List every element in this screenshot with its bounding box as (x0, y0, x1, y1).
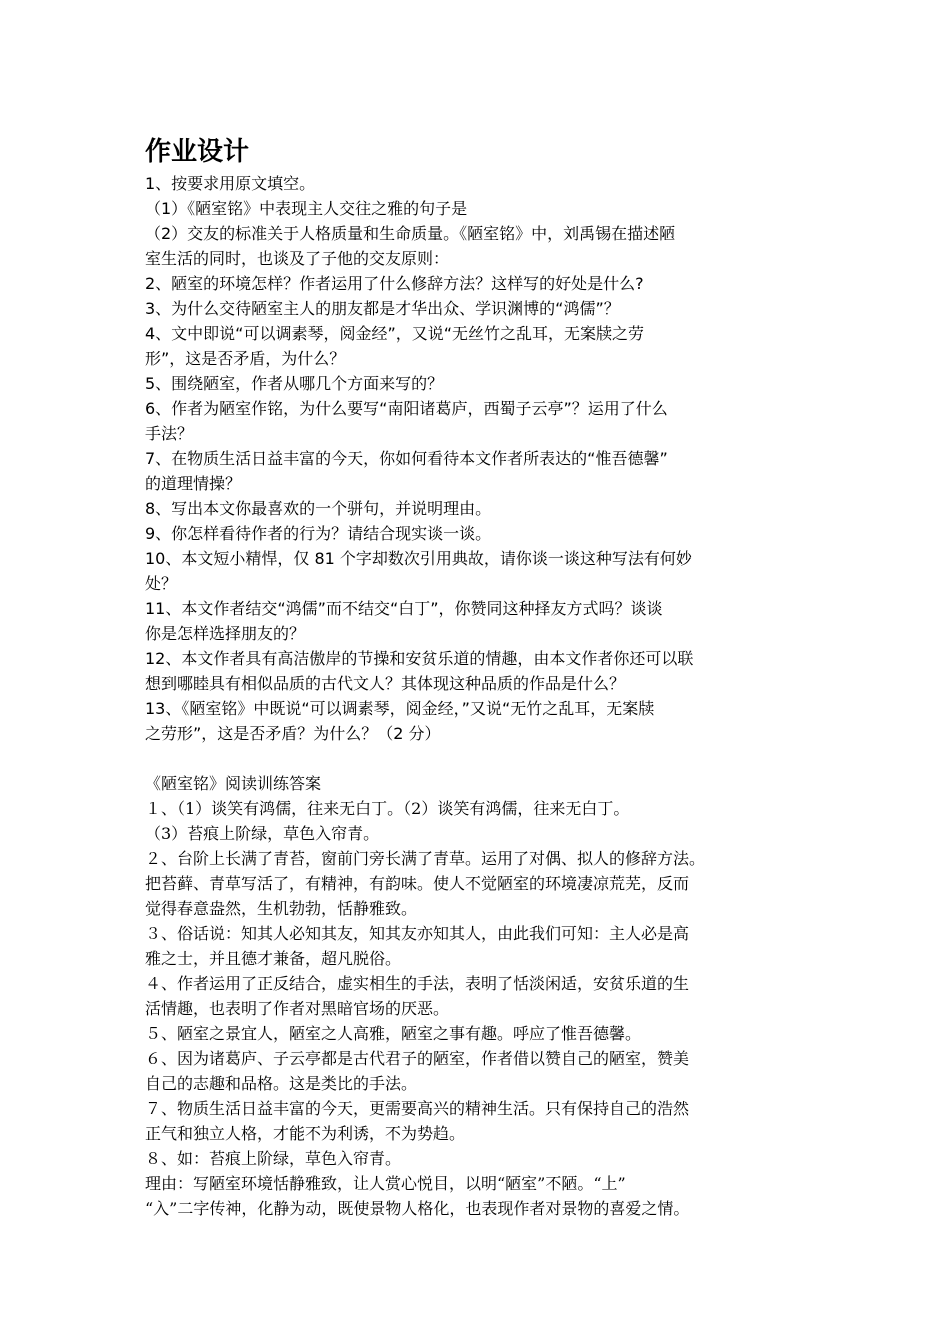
question-line: 3、为什么交待陋室主人的朋友都是才华出众、学识渊博的“鸿儒”？ (145, 299, 620, 318)
question-line: 10、本文短小精悍，仅 81 个字却数次引用典故，请你谈一谈这种写法有何妙 (145, 549, 692, 568)
question-line: 处？ (145, 574, 178, 593)
question-line: 你是怎样选择朋友的？ (145, 624, 306, 643)
question-line: 4、文中即说“可以调素琴，阅金经”，又说“无丝竹之乱耳，无案牍之劳 (145, 324, 645, 343)
question-line: 7、在物质生活日益丰富的今天，你如何看待本文作者所表达的“惟吾德馨” (145, 449, 668, 468)
question-line: 12、本文作者具有高洁傲岸的节操和安贫乐道的情趣，由本文作者你还可以联 (145, 649, 694, 668)
question-line: 形”，这是否矛盾，为什么？ (145, 349, 346, 368)
question-line: 2、陋室的环境怎样？作者运用了什么修辞方法？这样写的好处是什么? (145, 274, 644, 293)
section-gap (145, 746, 825, 771)
question-line: 13、《陋室铭》中既说“可以调素琴，阅金经，”又说“无竹之乱耳，无案牍 (145, 699, 655, 718)
question-line: 1、按要求用原文填空。 (145, 174, 316, 193)
question-line: 9、你怎样看待作者的行为？请结合现实谈一谈。 (145, 524, 492, 543)
answer-line: １、（1）谈笑有鸿儒，往来无白丁。（2）谈笑有鸿儒，往来无白丁。 (145, 799, 630, 818)
answer-line: ２、台阶上长满了青苔，窗前门旁长满了青草。运用了对偶、拟人的修辞方法。 (145, 849, 706, 868)
question-line: 想到哪睦具有相似品质的古代文人？其体现这种品质的作品是什么？ (145, 674, 626, 693)
answer-line: 雅之士，并且德才兼备，超凡脱俗。 (145, 949, 402, 968)
question-line: （1）《陋室铭》中表现主人交往之雅的句子是 (145, 199, 468, 218)
answer-line: ８、如：苔痕上阶绿，草色入帘青。 (145, 1149, 402, 1168)
question-line: （2）交友的标准关于人格质量和生命质量。《陋室铭》中，刘禹锡在描述陋 (145, 224, 676, 243)
question-line: 6、作者为陋室作铭，为什么要写“南阳诸葛庐，西蜀子云亭”？运用了什么 (145, 399, 668, 418)
answer-line: ５、陋室之景宜人，陋室之人高雅，陋室之事有趣。呼应了惟吾德馨。 (145, 1024, 642, 1043)
question-line: 5、围绕陋室，作者从哪几个方面来写的？ (145, 374, 444, 393)
answer-line: ６、因为诸葛庐、子云亭都是古代君子的陋室，作者借以赞自己的陋室，赞美 (145, 1049, 690, 1068)
question-line: 手法？ (145, 424, 194, 443)
answer-section (145, 771, 825, 1221)
answer-line: ３、俗话说：知其人必知其友，知其友亦知其人，由此我们可知：主人必是高 (145, 924, 690, 943)
answer-line: 把苔藓、青草写活了，有精神，有韵味。使人不觉陋室的环境凄凉荒芜，反而 (145, 874, 690, 893)
answer-line: 自己的志趣和品格。这是类比的手法。 (145, 1074, 418, 1093)
answer-heading: 《陋室铭》阅读训练答案 (145, 774, 322, 793)
answer-line: 觉得春意盎然，生机勃勃，恬静雅致。 (145, 899, 418, 918)
question-line: 室生活的同时，也谈及了子他的交友原则： (145, 249, 450, 268)
answer-line: （3）苔痕上阶绿，草色入帘青。 (145, 824, 380, 843)
answer-line: 正气和独立人格，才能不为利诱，不为势趋。 (145, 1124, 466, 1143)
question-line: 的道理情操？ (145, 474, 242, 493)
answer-line: “入”二字传神，化静为动，既使景物人格化，也表现作者对景物的喜爱之情。 (145, 1199, 690, 1218)
answer-line: ７、物质生活日益丰富的今天，更需要高兴的精神生活。只有保持自己的浩然 (145, 1099, 690, 1118)
homework-questions (145, 171, 825, 746)
question-line: 之劳形”，这是否矛盾？为什么？（2 分） (145, 724, 441, 743)
answer-line: 理由：写陋室环境恬静雅致，让人赏心悦目，以明“陋室”不陋。“上” (145, 1174, 626, 1193)
document-title: 作业设计 (145, 137, 250, 167)
question-line: 11、本文作者结交“鸿儒”而不结交“白丁”，你赞同这种择友方式吗？谈谈 (145, 599, 663, 618)
answer-line: ４、作者运用了正反结合，虚实相生的手法，表明了恬淡闲适，安贫乐道的生 (145, 974, 690, 993)
question-line: 8、写出本文你最喜欢的一个骈句，并说明理由。 (145, 499, 492, 518)
document-page (145, 133, 825, 1221)
answer-line: 活情趣，也表明了作者对黑暗官场的厌恶。 (145, 999, 450, 1018)
